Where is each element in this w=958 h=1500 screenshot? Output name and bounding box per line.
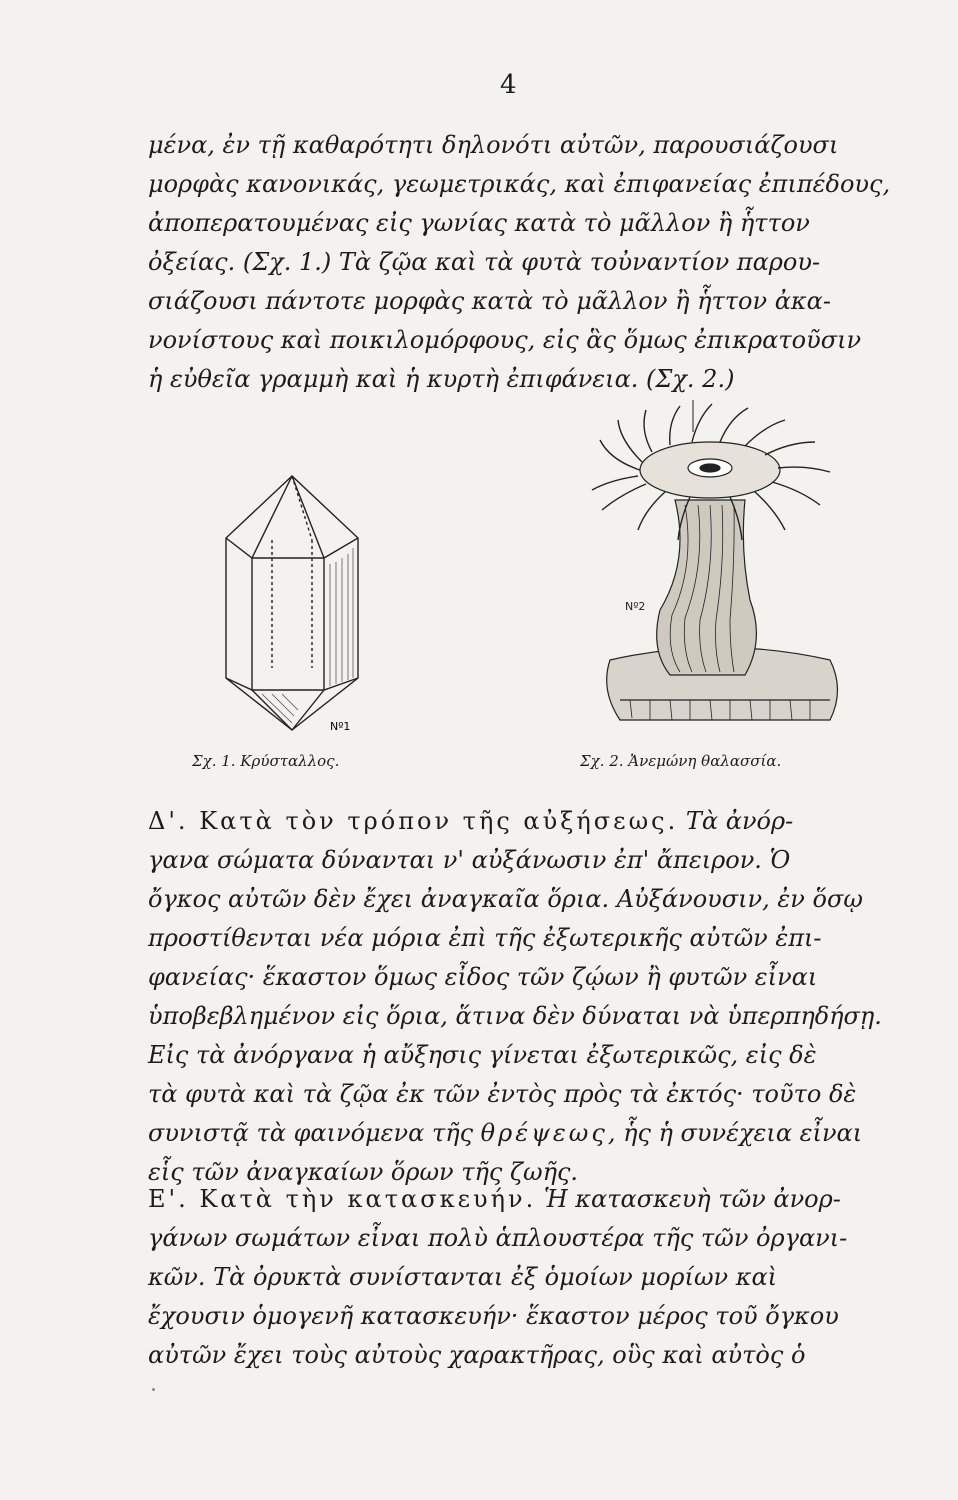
text-line: εἷς τῶν ἀναγκαίων ὅρων τῆς ζωῆς. <box>148 1158 579 1186</box>
text-line: ἔχουσιν ὁμογενῆ κατασκευήν· ἕκαστον μέρος τοῦ ὄγκου <box>148 1302 839 1330</box>
text-line: ἡ εὐθεῖα γραμμὴ καὶ ἡ κυρτὴ ἐπιφάνεια. (Σχ. 2.) <box>148 365 735 393</box>
text-line: γάνων σωμάτων εἶναι πολὺ ἁπλουστέρα τῆς τῶν ὀργανι- <box>148 1224 848 1252</box>
paragraph-2 <box>148 802 888 1192</box>
figure-1-caption: Σχ. 1. Κρύσταλλος. <box>192 752 340 770</box>
paragraph-1 <box>148 126 891 399</box>
text-line: νονίστους καὶ ποικιλομόρφους, εἰς ἃς ὅμως ἐπικρατοῦσιν <box>148 326 862 354</box>
text-line: μορφὰς κανονικάς, γεωμετρικάς, καὶ ἐπιφανείας ἐπιπέδους, <box>148 170 891 198</box>
text-line: κῶν. Τὰ ὀρυκτὰ συνίστανται ἐξ ὁμοίων μορίων καὶ <box>148 1263 778 1291</box>
text-line: σιάζουσι πάντοτε μορφὰς κατὰ τὸ μᾶλλον ἢ ἧττον ἀκα- <box>148 287 831 315</box>
text-line: μένα, ἐν τῇ καθαρότητι δηλονότι αὐτῶν, παρουσιάζουσι <box>148 131 839 159</box>
text-line <box>148 1114 888 1153</box>
section-heading-e: Ε'. Κατὰ τὴν κατασκευήν. <box>148 1185 537 1213</box>
figure-2-caption: Σχ. 2. Ἀνεμώνη θαλασσία. <box>580 752 782 770</box>
text-line-rest: Ἡ κατασκευὴ τῶν ἀνορ- <box>536 1185 841 1213</box>
text-line: Εἰς τὰ ἀνόργανα ἡ αὔξησις γίνεται ἐξωτερικῶς, εἰς δὲ <box>148 1041 817 1069</box>
text-line-rest: Τὰ ἀνόρ- <box>685 807 794 835</box>
figure-1-label: Nº1 <box>330 720 351 733</box>
sea-anemone-illustration <box>580 400 860 745</box>
paragraph-3 <box>148 1180 888 1375</box>
text-fragment: , ἧς ἡ συνέχεια εἶναι <box>607 1119 863 1147</box>
paper-speck <box>152 1388 155 1391</box>
text-line <box>148 802 888 841</box>
text-line: φανείας· ἕκαστον ὅμως εἶδος τῶν ζῴων ἢ φυτῶν εἶναι <box>148 963 818 991</box>
text-line: αὐτῶν ἔχει τοὺς αὐτοὺς χαρακτῆρας, οὓς καὶ αὐτὸς ὁ <box>148 1341 806 1369</box>
figure-2-label: Nº2 <box>625 600 646 613</box>
text-line: ἀποπερατουμένας εἰς γωνίας κατὰ τὸ μᾶλλον ἢ ἧττον <box>148 209 810 237</box>
spaced-term: θρέψεως <box>480 1119 608 1147</box>
text-line <box>148 1180 888 1219</box>
text-line: προστίθενται νέα μόρια ἐπὶ τῆς ἐξωτερικῆς αὐτῶν ἐπι- <box>148 924 822 952</box>
text-line: ὑποβεβλημένον εἰς ὅρια, ἅτινα δὲν δύναται νὰ ὑπερπηδήσῃ. <box>148 1002 882 1030</box>
crystal-illustration <box>212 468 372 738</box>
text-line: ὄγκος αὐτῶν δὲν ἔχει ἀναγκαῖα ὅρια. Αὐξάνουσιν, ἐν ὅσῳ <box>148 885 863 913</box>
section-heading-d: Δ'. Κατὰ τὸν τρόπον τῆς αὐξήσεως. <box>148 807 679 835</box>
text-fragment: συνιστᾷ τὰ φαινόμενα τῆς <box>148 1119 481 1147</box>
text-line: ὀξείας. (Σχ. 1.) Τὰ ζῷα καὶ τὰ φυτὰ τοὐναντίον παρου- <box>148 248 821 276</box>
page-number: 4 <box>500 70 517 100</box>
text-line: γανα σώματα δύνανται ν' αὐξάνωσιν ἐπ' ἄπειρον. Ὁ <box>148 846 791 874</box>
text-line: τὰ φυτὰ καὶ τὰ ζῷα ἐκ τῶν ἐντὸς πρὸς τὰ ἐκτός· τοῦτο δὲ <box>148 1080 857 1108</box>
